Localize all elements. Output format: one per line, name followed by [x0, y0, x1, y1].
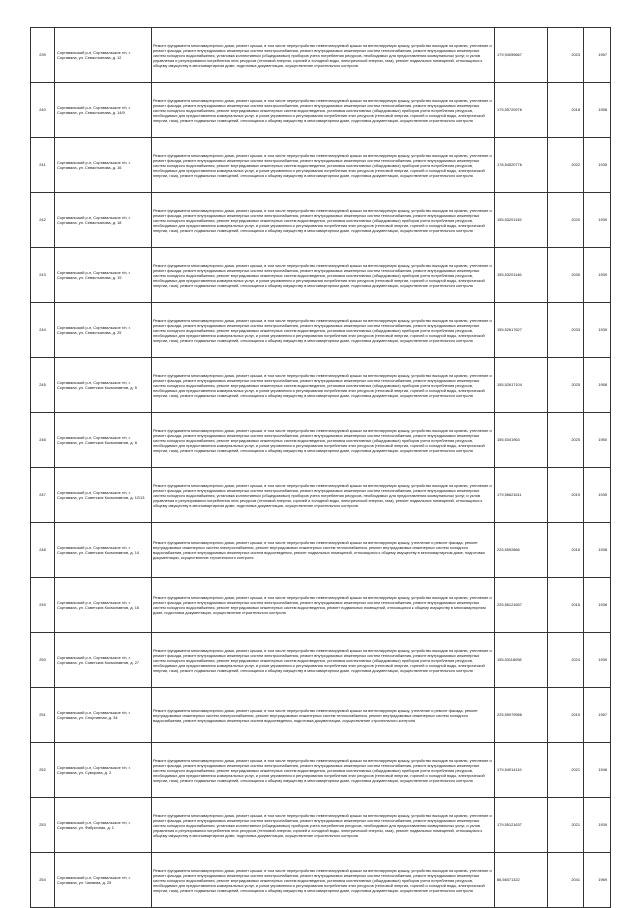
row-build-year: 1935	[584, 468, 611, 523]
row-repair-year: 2025	[548, 413, 584, 468]
row-address: Сортавальский р-н, Сортавальское г/п, г. Сортавала, ул. Суворова, д. 2	[55, 743, 152, 798]
row-works-list: Ремонт фундамента многоквартирного дома, ремонт крыши, в том числе переустройство невентилируемой крыши на вентилируемую крышу, устройство выходов на кровлю, утепление и ремонт фасада, ремонт внутридомовых инженерных систем электроснабжения, ремонт внутридомовых инженерных систем теплоснабжения, ремонт внутридомовых инженерных систем холодного водоснабжения, ремонт внутридомовых инженерных систем водоотведения, установка коллективных (общедомовых) приборов учета потребления ресурсов, необходимых для предоставления коммунальных услуг, и узлов управления и регулирования потребления этих ресурсов (тепловой энергии, горячей и холодной воды, электрической энергии, газа), ремонт подвальных помещений, относящихся к общему имуществу в многоквартирном доме, подготовка документации, осуществление строительного контроля	[152, 248, 495, 303]
row-repair-year: 2016	[548, 578, 584, 633]
row-build-year: 1957	[584, 28, 611, 83]
row-repair-year: 2023	[548, 28, 584, 83]
row-repair-year: 2030	[548, 248, 584, 303]
row-area-value: 179,56621611	[495, 468, 548, 523]
row-address: Сортавальский р-н, Сортавальское г/п, г. Сортавала, ул. Советских Космонавтов, д. 27	[55, 633, 152, 688]
row-works-list: Ремонт фундамента многоквартирного дома, ремонт крыши, в том числе переустройство невентилируемой крыши на вентилируемую крышу, устройство выходов на кровлю, утепление и ремонт фасада, ремонт внутридомовых инженерных систем электроснабжения, ремонт внутридомовых инженерных систем теплоснабжения, ремонт внутридомовых инженерных систем холодного водоснабжения, ремонт внутридомовых инженерных систем водоотведения, установка коллективных (общедомовых) приборов учета потребления ресурсов, необходимых для предоставления коммунальных услуг, и узлов управления и регулирования потребления этих ресурсов (тепловой энергии, горячей и холодной воды, электрической энергии, газа), ремонт подвальных помещений, относящихся к общему имуществу в многоквартирном доме, подготовка документации, осуществление строительного контроля	[152, 83, 495, 138]
row-number: 250	[31, 633, 55, 688]
table-row	[31, 688, 611, 743]
row-address: Сортавальский р-н, Сортавальское г/п, г. Сортавала, ул. Севастьянова, д. 25	[55, 303, 152, 358]
row-address: Сортавальский р-н, Сортавальское г/п, г. Сортавала, ул. Фабричная, д. 1	[55, 798, 152, 853]
row-repair-year: 2021	[548, 798, 584, 853]
row-address: Сортавальский р-н, Сортавальское г/п, г. Сортавала, ул. Советских Космонавтов, д. 16	[55, 578, 152, 633]
table-row	[31, 468, 611, 523]
row-number: 252	[31, 743, 55, 798]
row-area-value: 179,94059667	[495, 28, 548, 83]
row-number: 245	[31, 358, 55, 413]
row-repair-year: 2018	[548, 83, 584, 138]
row-works-list: Ремонт фундамента многоквартирного дома, ремонт крыши, в том числе переустройство невентилируемой крыши на вентилируемую крышу, устройство выходов на кровлю, утепление и ремонт фасада, ремонт внутридомовых инженерных систем электроснабжения, ремонт внутридомовых инженерных систем теплоснабжения, ремонт внутридомовых инженерных систем холодного водоснабжения, ремонт внутридомовых инженерных систем водоотведения, ремонт подвальных помещений, относящихся к общему имуществу в многоквартирном доме, подготовка документации, осуществление строительного контроля	[152, 578, 495, 633]
row-repair-year: 2019	[548, 468, 584, 523]
row-repair-year: 2021	[548, 743, 584, 798]
table-row	[31, 83, 611, 138]
row-build-year: 1950	[584, 413, 611, 468]
row-works-list: Ремонт фундамента многоквартирного дома, ремонт крыши, в том числе переустройство невентилируемой крыши на вентилируемую крышу, устройство выходов на кровлю, утепление и ремонт фасада, ремонт внутридомовых инженерных систем электроснабжения, ремонт внутридомовых инженерных систем теплоснабжения, ремонт внутридомовых инженерных систем холодного водоснабжения, ремонт внутридомовых инженерных систем водоотведения, установка коллективных (общедомовых) приборов учета потребления ресурсов, необходимых для предоставления коммунальных услуг, и узлов управления и регулирования потребления этих ресурсов (тепловой энергии, горячей и холодной воды, электрической энергии, газа), ремонт подвальных помещений, относящихся к общему имуществу в многоквартирном доме, подготовка документации, осуществление строительного контроля	[152, 853, 495, 908]
row-repair-year: 2016	[548, 523, 584, 578]
row-number: 240	[31, 83, 55, 138]
row-build-year: 1957	[584, 688, 611, 743]
row-build-year: 1938	[584, 523, 611, 578]
row-number: 247	[31, 468, 55, 523]
row-number: 246	[31, 413, 55, 468]
row-number: 254	[31, 853, 55, 908]
row-area-value: 225,56121657	[495, 578, 548, 633]
table-row	[31, 193, 611, 248]
row-area-value: 178,54520776	[495, 138, 548, 193]
row-works-list: Ремонт фундамента многоквартирного дома, ремонт крыши, в том числе переустройство невентилируемой крыши на вентилируемую крышу, устройство выходов на кровлю, утепление и ремонт фасада, ремонт внутридомовых инженерных систем электроснабжения, ремонт внутридомовых инженерных систем теплоснабжения, ремонт внутридомовых инженерных систем холодного водоснабжения, ремонт внутридомовых инженерных систем водоотведения, установка коллективных (общедомовых) приборов учета потребления ресурсов, необходимых для предоставления коммунальных услуг, и узлов управления и регулирования потребления этих ресурсов (тепловой энергии, горячей и холодной воды, электрической энергии, газа), ремонт подвальных помещений, относящихся к общему имуществу в многоквартирном доме, подготовка документации, осуществление строительного контроля	[152, 303, 495, 358]
row-area-value: 155,53201145	[495, 193, 548, 248]
row-build-year: 1946	[584, 743, 611, 798]
row-works-list: Ремонт фундамента многоквартирного дома, ремонт крыши, в том числе переустройство невентилируемой крыши на вентилируемую крышу, утепление и ремонт фасада, ремонт внутридомовых инженерных систем электроснабжения, ремонт внутридомовых инженерных систем теплоснабжения, ремонт внутридомовых инженерных систем холодного водоснабжения, ремонт внутридомовых инженерных систем водоотведения, ремонт подвальных помещений, относящихся к общему имуществу в многоквартирном доме, подготовка документации, осуществление строительного контроля	[152, 523, 495, 578]
row-number: 253	[31, 798, 55, 853]
row-address: Сортавальский р-н, Сортавальское г/п, г. Сортавала, ул. Советских Космонавтов, д. 5	[55, 358, 152, 413]
row-build-year: 1939	[584, 798, 611, 853]
row-repair-year: 2020	[548, 193, 584, 248]
row-works-list: Ремонт фундамента многоквартирного дома, ремонт крыши, в том числе переустройство невентилируемой крыши на вентилируемую крышу, устройство выходов на кровлю, утепление и ремонт фасада, ремонт внутридомовых инженерных систем электроснабжения, ремонт внутридомовых инженерных систем теплоснабжения, ремонт внутридомовых инженерных систем холодного водоснабжения, ремонт внутридомовых инженерных систем водоотведения, установка коллективных (общедомовых) приборов учета потребления ресурсов, необходимых для предоставления коммунальных услуг, и узлов управления и регулирования потребления этих ресурсов (тепловой энергии, горячей и холодной воды, электрической энергии, газа), ремонт подвальных помещений, относящихся к общему имуществу в многоквартирном доме, подготовка документации, осуществление строительного контроля	[152, 138, 495, 193]
row-area-value: 86,56071322	[495, 853, 548, 908]
row-build-year: 1939	[584, 303, 611, 358]
table-row	[31, 28, 611, 83]
row-repair-year: 2025	[548, 358, 584, 413]
table-row	[31, 798, 611, 853]
row-area-value: 179,55720976	[495, 83, 548, 138]
row-works-list: Ремонт фундамента многоквартирного дома, ремонт крыши, в том числе переустройство невентилируемой крыши на вентилируемую крышу, устройство выходов на кровлю, утепление и ремонт фасада, ремонт внутридомовых инженерных систем электроснабжения, ремонт внутридомовых инженерных систем теплоснабжения, ремонт внутридомовых инженерных систем холодного водоснабжения, установка коллективных (общедомовых) приборов учета потребления ресурсов, необходимых для предоставления коммунальных услуг, и узлов управления и регулирования потребления этих ресурсов (тепловой энергии, горячей и холодной воды, электрической энергии, газа), ремонт подвальных помещений, относящихся к общему имуществу в многоквартирном доме, подготовка документации, осуществление строительного контроля	[152, 798, 495, 853]
row-works-list: Ремонт фундамента многоквартирного дома, ремонт крыши, в том числе переустройство невентилируемой крыши на вентилируемую крышу, устройство выходов на кровлю, утепление и ремонт фасада, ремонт внутридомовых инженерных систем электроснабжения, ремонт внутридомовых инженерных систем теплоснабжения, ремонт внутридомовых инженерных систем холодного водоснабжения, ремонт внутридомовых инженерных систем водоотведения, установка коллективных (общедомовых) приборов учета потребления ресурсов, необходимых для предоставления коммунальных услуг, и узлов управления и регулирования потребления этих ресурсов (тепловой энергии, горячей и холодной воды, электрической энергии, газа), ремонт подвальных помещений, относящихся к общему имуществу в многоквартирном доме, подготовка документации, осуществление строительного контроля	[152, 358, 495, 413]
row-address: Сортавальский р-н, Сортавальское г/п, г. Сортавала, ул. Советских Космонавтов, д. 12/13	[55, 468, 152, 523]
table-row	[31, 138, 611, 193]
row-number: 242	[31, 193, 55, 248]
row-build-year: 1939	[584, 633, 611, 688]
row-number: 248	[31, 523, 55, 578]
row-works-list: Ремонт фундамента многоквартирного дома, ремонт крыши, в том числе переустройство невентилируемой крыши на вентилируемую крышу, устройство выходов на кровлю, утепление и ремонт фасада, ремонт внутридомовых инженерных систем электроснабжения, ремонт внутридомовых инженерных систем теплоснабжения, ремонт внутридомовых инженерных систем холодного водоснабжения, ремонт внутридомовых инженерных систем водоотведения, установка коллективных (общедомовых) приборов учета потребления ресурсов, необходимых для предоставления коммунальных услуг, и узлов управления и регулирования потребления этих ресурсов (тепловой энергии, горячей и холодной воды, электрической энергии, газа), ремонт подвальных помещений, относящихся к общему имуществу в многоквартирном доме, подготовка документации, осуществление строительного контроля	[152, 633, 495, 688]
row-repair-year: 2024	[548, 633, 584, 688]
row-address: Сортавальский р-н, Сортавальское г/п, г. Сортавала, ул. Чапаева, д. 25	[55, 853, 152, 908]
row-repair-year: 2033	[548, 303, 584, 358]
row-build-year: 1958	[584, 358, 611, 413]
row-address: Сортавальский р-н, Сортавальское г/п, г. Сортавала, ул. Севастьянова, д. 12	[55, 28, 152, 83]
row-works-list: Ремонт фундамента многоквартирного дома, ремонт крыши, в том числе переустройство невентилируемой крыши на вентилируемую крышу, устройство выходов на кровлю, утепление и ремонт фасада, ремонт внутридомовых инженерных систем электроснабжения, ремонт внутридомовых инженерных систем теплоснабжения, ремонт внутридомовых инженерных систем холодного водоснабжения, установка коллективных (общедомовых) приборов учета потребления ресурсов, необходимых для предоставления коммунальных услуг, и узлов управления и регулирования потребления этих ресурсов (тепловой энергии, горячей и холодной воды, электрической энергии, газа), ремонт подвальных помещений, относящихся к общему имуществу в многоквартирном доме, подготовка документации, осуществление строительного контроля	[152, 468, 495, 523]
row-area-value: 155,53118098	[495, 633, 548, 688]
row-repair-year: 2019	[548, 688, 584, 743]
row-repair-year: 2022	[548, 138, 584, 193]
table-row	[31, 523, 611, 578]
row-area-value: 155,5341963	[495, 413, 548, 468]
row-number: 249	[31, 578, 55, 633]
table-row	[31, 358, 611, 413]
table-body	[31, 28, 611, 908]
row-build-year: 1939	[584, 193, 611, 248]
row-area-value: 225,5592866	[495, 523, 548, 578]
row-build-year: 1939	[584, 248, 611, 303]
row-repair-year: 2041	[548, 853, 584, 908]
row-works-list: Ремонт фундамента многоквартирного дома, ремонт крыши, в том числе переустройство невентилируемой крыши на вентилируемую крышу, устройство выходов на кровлю, утепление и ремонт фасада, ремонт внутридомовых инженерных систем электроснабжения, ремонт внутридомовых инженерных систем теплоснабжения, ремонт внутридомовых инженерных систем холодного водоснабжения, ремонт внутридомовых инженерных систем водоотведения, установка коллективных (общедомовых) приборов учета потребления ресурсов, необходимых для предоставления коммунальных услуг, и узлов управления и регулирования потребления этих ресурсов (тепловой энергии, горячей и холодной воды, электрической энергии, газа), ремонт подвальных помещений, относящихся к общему имуществу в многоквартирном доме, подготовка документации, осуществление строительного контроля	[152, 413, 495, 468]
row-address: Сортавальский р-н, Сортавальское г/п, г. Сортавала, ул. Советских Космонавтов, д. 14	[55, 523, 152, 578]
row-build-year: 1969	[584, 853, 611, 908]
row-works-list: Ремонт фундамента многоквартирного дома, ремонт крыши, в том числе переустройство невентилируемой крыши на вентилируемую крышу, устройство выходов на кровлю, утепление и ремонт фасада, ремонт внутридомовых инженерных систем электроснабжения, ремонт внутридомовых инженерных систем теплоснабжения, ремонт внутридомовых инженерных систем холодного водоснабжения, ремонт внутридомовых инженерных систем водоотведения, установка коллективных (общедомовых) приборов учета потребления ресурсов, необходимых для предоставления коммунальных услуг, и узлов управления и регулирования потребления этих ресурсов (тепловой энергии, горячей и холодной воды, электрической энергии, газа), ремонт подвальных помещений, относящихся к общему имуществу в многоквартирном доме, подготовка документации, осуществление строительного контроля	[152, 193, 495, 248]
row-address: Сортавальский р-н, Сортавальское г/п, г. Сортавала, ул. Советских Космонавтов, д. 8	[55, 413, 152, 468]
row-build-year: 1958	[584, 83, 611, 138]
row-address: Сортавальский р-н, Сортавальское г/п, г. Сортавала, ул. Севастьянова, д. 19	[55, 248, 152, 303]
row-area-value: 179,54914119	[495, 743, 548, 798]
row-number: 241	[31, 138, 55, 193]
capital-repair-table	[30, 27, 611, 908]
row-address: Сортавальский р-н, Сортавальское г/п, г. Сортавала, ул. Севастьянова, д. 18	[55, 193, 152, 248]
table-row	[31, 248, 611, 303]
table-row	[31, 743, 611, 798]
row-address: Сортавальский р-н, Сортавальское г/п, г. Сортавала, ул. Спортивная, д. 34	[55, 688, 152, 743]
row-area-value: 179,55121637	[495, 798, 548, 853]
table-row	[31, 853, 611, 908]
row-build-year: 1935	[584, 138, 611, 193]
table-row	[31, 303, 611, 358]
row-works-list: Ремонт фундамента многоквартирного дома, ремонт крыши, в том числе переустройство невентилируемой крыши на вентилируемую крышу, устройство выходов на кровлю, утепление и ремонт фасада, ремонт внутридомовых инженерных систем электроснабжения, ремонт внутридомовых инженерных систем теплоснабжения, ремонт внутридомовых инженерных систем холодного водоснабжения, ремонт внутридомовых инженерных систем водоотведения, установка коллективных (общедомовых) приборов учета потребления ресурсов, необходимых для предоставления коммунальных услуг, и узлов управления и регулирования потребления этих ресурсов (тепловой энергии, горячей и холодной воды, электрической энергии, газа), ремонт подвальных помещений, относящихся к общему имуществу в многоквартирном доме, подготовка документации, осуществление строительного контроля	[152, 743, 495, 798]
table-row	[31, 633, 611, 688]
row-number: 239	[31, 28, 55, 83]
row-number: 244	[31, 303, 55, 358]
row-area-value: 155,52617104	[495, 358, 548, 413]
row-area-value: 155,52617627	[495, 303, 548, 358]
row-area-value: 225,55979986	[495, 688, 548, 743]
row-works-list: Ремонт фундамента многоквартирного дома, ремонт крыши, в том числе переустройство невентилируемой крыши на вентилируемую крышу, утепление и ремонт фасада, ремонт внутридомовых инженерных систем электроснабжения, ремонт внутридомовых инженерных систем теплоснабжения, ремонт внутридомовых инженерных систем холодного водоснабжения, ремонт внутридомовых инженерных систем водоотведения, подготовка документации, осуществление строительного контроля	[152, 688, 495, 743]
row-address: Сортавальский р-н, Сортавальское г/п, г. Сортавала, ул. Севастьянова, д. 14/9	[55, 83, 152, 138]
row-build-year: 1938	[584, 578, 611, 633]
row-number: 251	[31, 688, 55, 743]
table-row	[31, 578, 611, 633]
row-works-list: Ремонт фундамента многоквартирного дома, ремонт крыши, в том числе переустройство невентилируемой крыши на вентилируемую крышу, устройство выходов на кровлю, утепление и ремонт фасада, ремонт внутридомовых инженерных систем электроснабжения, ремонт внутридомовых инженерных систем теплоснабжения, ремонт внутридомовых инженерных систем холодного водоснабжения, установка коллективных (общедомовых) приборов учета потребления ресурсов, необходимых для предоставления коммунальных услуг, и узлов управления и регулирования потребления этих ресурсов (тепловой энергии, горячей и холодной воды, электрической энергии, газа), ремонт подвальных помещений, относящихся к общему имуществу в многоквартирном доме, подготовка документации, осуществление строительного контроля	[152, 28, 495, 83]
row-number: 243	[31, 248, 55, 303]
row-address: Сортавальский р-н, Сортавальское г/п, г. Сортавала, ул. Севастьянова, д. 16	[55, 138, 152, 193]
table-row	[31, 413, 611, 468]
row-area-value: 155,53201146	[495, 248, 548, 303]
